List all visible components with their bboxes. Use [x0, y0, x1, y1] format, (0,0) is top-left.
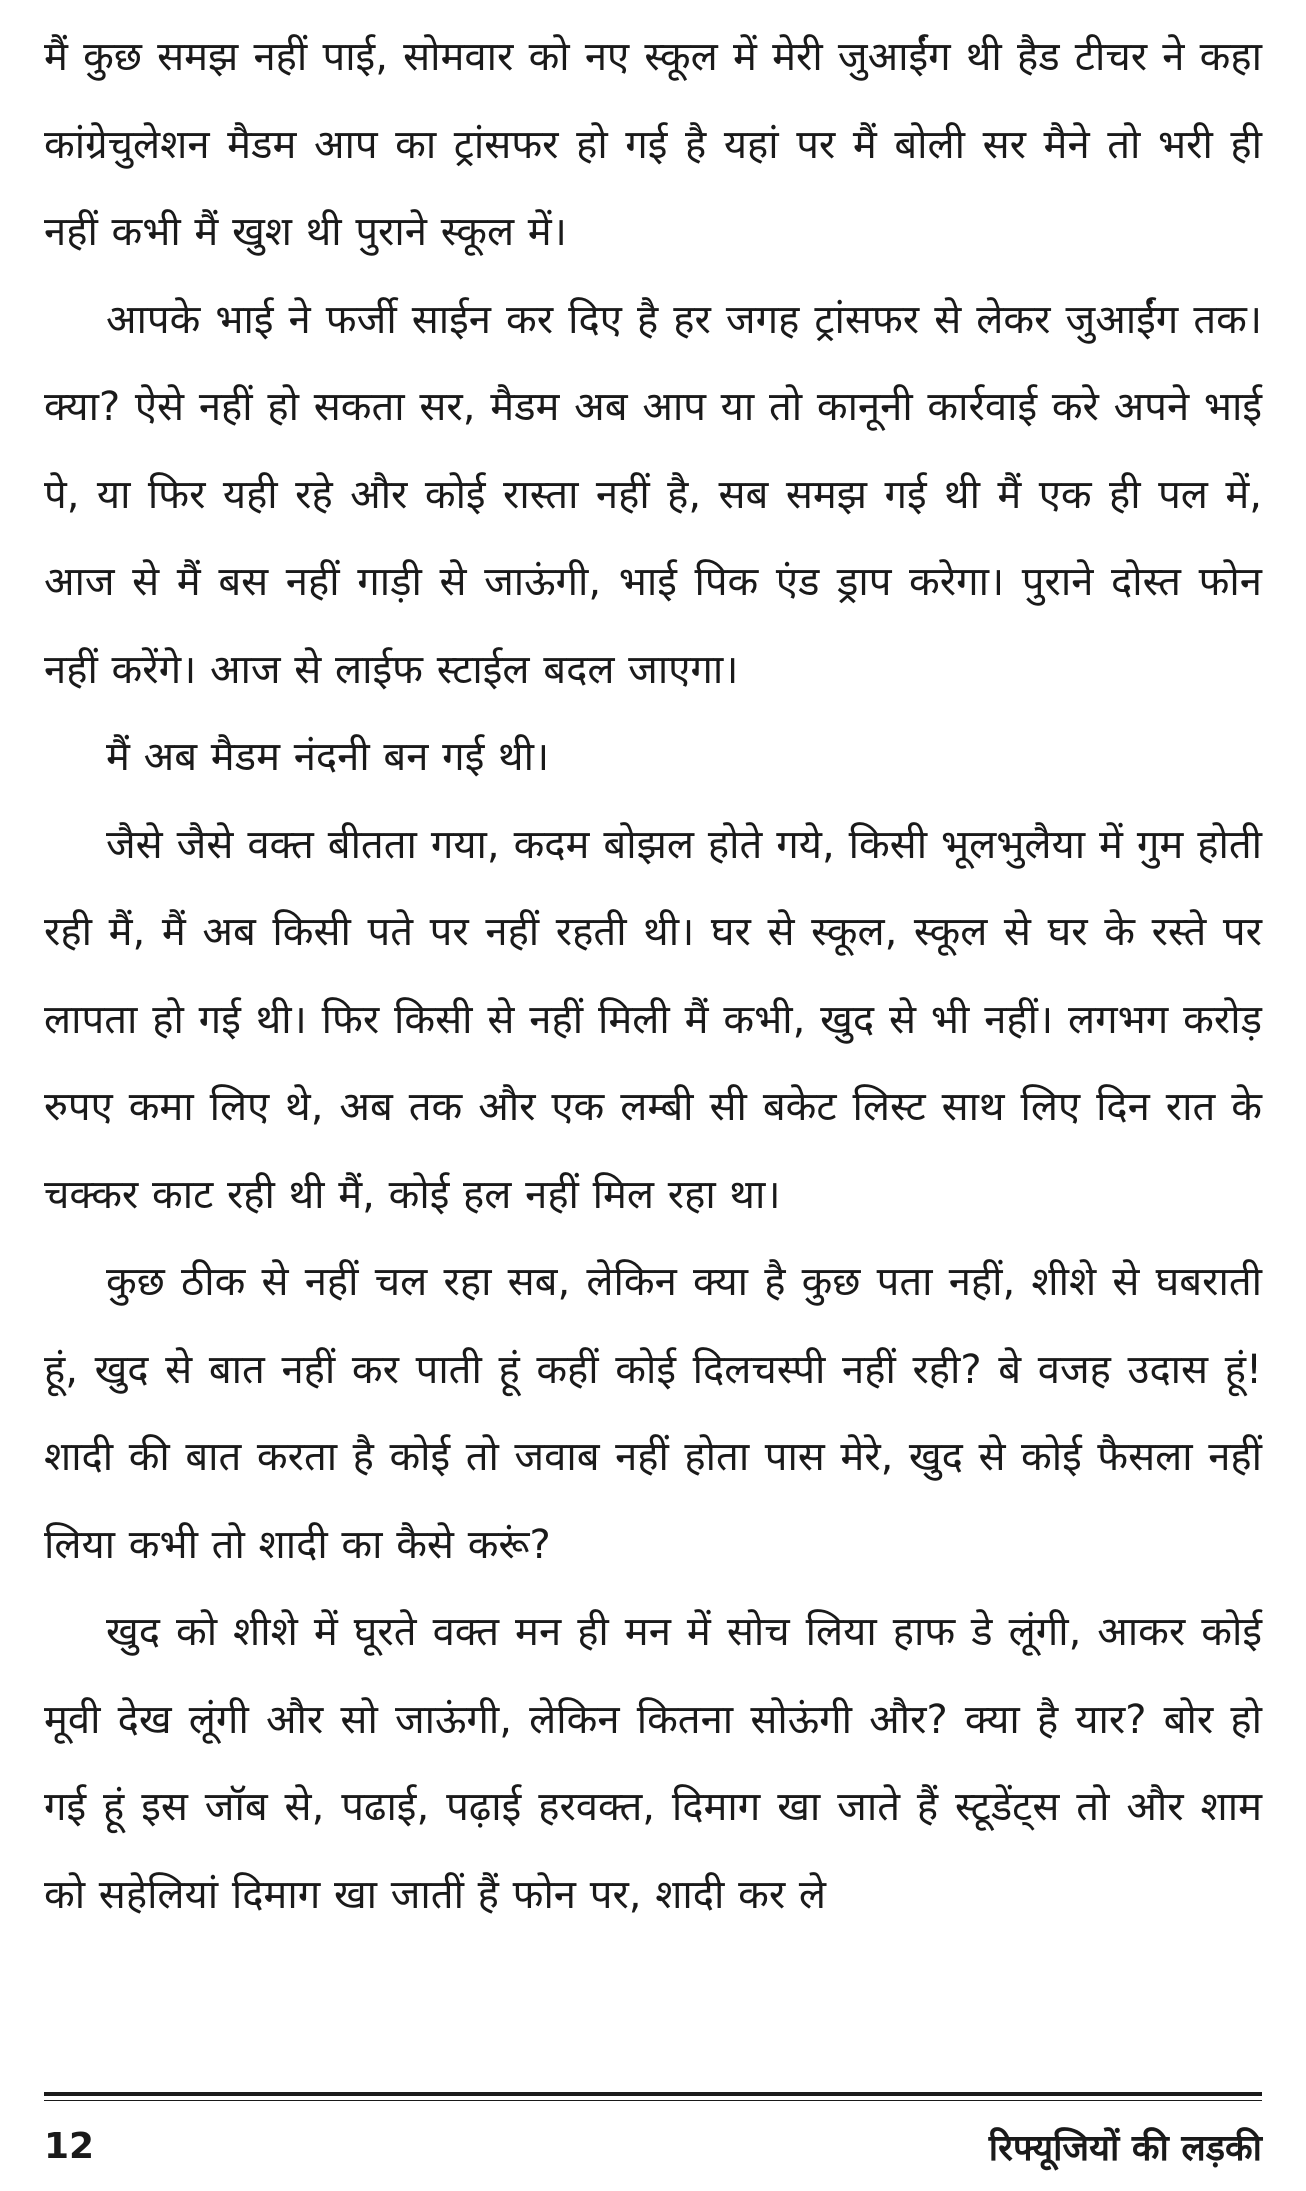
paragraph: जैसे जैसे वक्त बीतता गया, कदम बोझल होते गये, किसी भूलभुलैया में गुम होती रही मैं, मैं अब किसी पते पर नहीं रहती थी। घर से स्कूल, स्कूल से घर के रस्ते पर लापता हो गई थी। फिर किसी से नहीं मिली मैं कभी, खुद से भी नहीं। लगभग करोड़ रुपए कमा लिए थे, अब तक और एक लम्बी सी बकेट लिस्ट साथ लिए दिन रात के चक्कर काट रही थी मैं, कोई हल नहीं मिल रहा था।	[44, 821, 1262, 1218]
footer-rule	[44, 2092, 1262, 2096]
paragraph: आपके भाई ने फर्जी साईन कर दिए है हर जगह ट्रांसफर से लेकर जुआईंग तक। क्या? ऐसे नहीं हो सकता सर, मैडम अब आप या तो कानूनी कार्रवाई करे अपने भाई पे, या फिर यही रहे और कोई रास्ता नहीं है, सब समझ गई थी मैं एक ही पल में, आज से मैं बस नहीं गाड़ी से जाऊंगी, भाई पिक एंड ड्राप करेगा। पुराने दोस्त फोन नहीं करेंगे। आज से लाईफ स्टाईल बदल जाएगा।	[44, 296, 1262, 693]
page-body	[44, 14, 1262, 1939]
page-number: 12	[44, 2125, 95, 2167]
paragraph: खुद को शीशे में घूरते वक्त मन ही मन में सोच लिया हाफ डे लूंगी, आकर कोई मूवी देख लूंगी और सो जाऊंगी, लेकिन कितना सोऊंगी और? क्या है यार? बोर हो गई हूं इस जॉब से, पढाई, पढ़ाई हरवक्त, दिमाग खा जाते हैं स्टूडेंट्स तो और शाम को सहेलियां दिमाग खा जातीं हैं फोन पर, शादी कर ले	[44, 1609, 1262, 1918]
paragraph: मैं कुछ समझ नहीं पाई, सोमवार को नए स्कूल में मेरी जुआईंग थी हैड टीचर ने कहा कांग्रेचुलेशन मैडम आप का ट्रांसफर हो गई है यहां पर मैं बोली सर मैने तो भरी ही नहीं कभी मैं खुश थी पुराने स्कूल में।	[44, 34, 1262, 255]
page-footer	[44, 2116, 1262, 2176]
paragraph: कुछ ठीक से नहीं चल रहा सब, लेकिन क्या है कुछ पता नहीं, शीशे से घबराती हूं, खुद से बात नहीं कर पाती हूं कहीं कोई दिलचस्पी नहीं रही? बे वजह उदास हूं! शादी की बात करता है कोई तो जवाब नहीं होता पास मेरे, खुद से कोई फैसला नहीं लिया कभी तो शादी का कैसे करूं?	[44, 1259, 1262, 1568]
book-title: रिफ्यूजियों की लड़की	[988, 2127, 1262, 2169]
footer-rule-thin	[44, 2100, 1262, 2101]
paragraph: मैं अब मैडम नंदनी बन गई थी।	[106, 734, 550, 780]
